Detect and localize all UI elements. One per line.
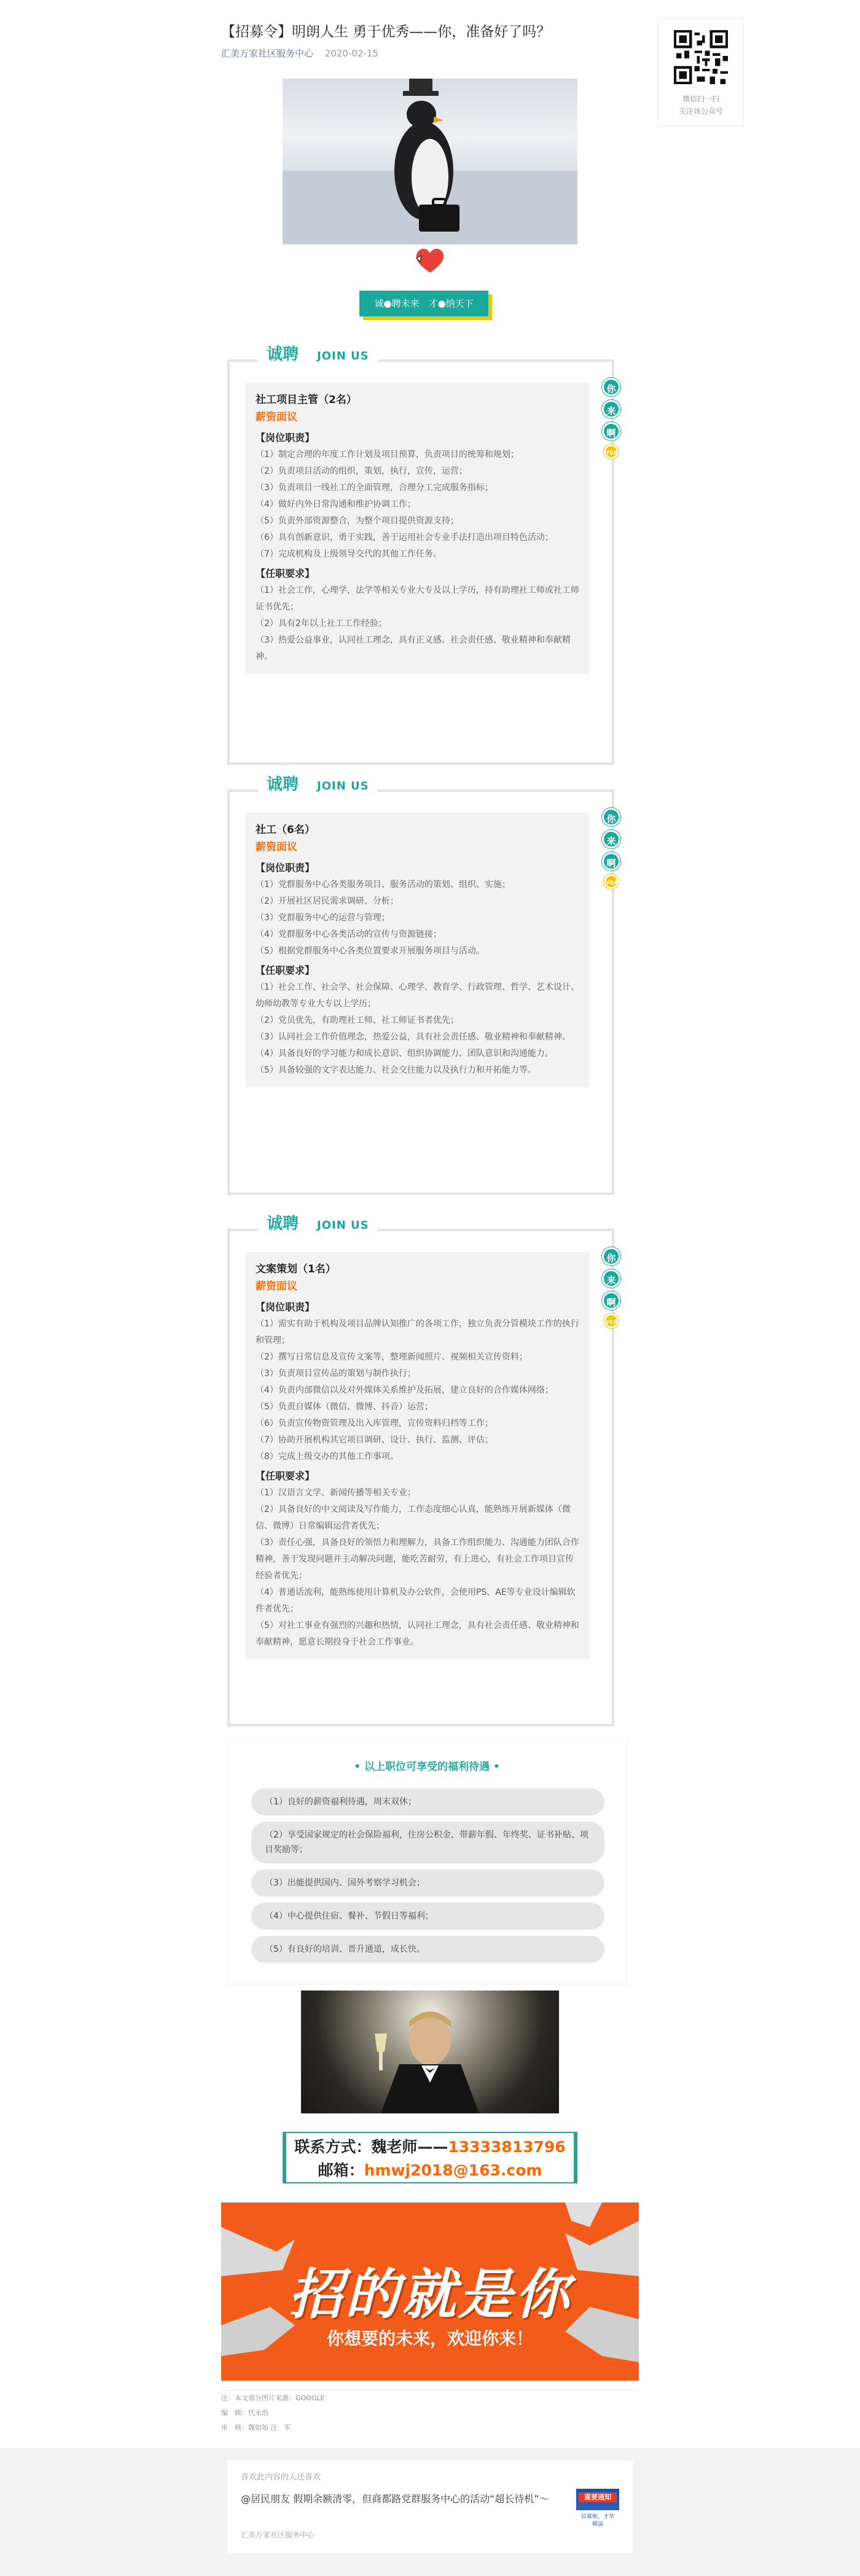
duty-item: （4）党群服务中心各类活动的宣传与资源链接；: [256, 930, 442, 939]
thumb-subtitle: 招募啦，才华横溢: [580, 2514, 614, 2527]
dot-yea: YEA: [604, 444, 619, 459]
duty-item: （7）协助开展机构其它项目调研、设计、执行、监测、评估；: [256, 1435, 493, 1445]
penguin-photo: [283, 79, 577, 245]
account-link[interactable]: 汇美万家社区服务中心: [221, 48, 314, 59]
requirements-title: 【任职要求】: [256, 1470, 315, 1482]
related-article-card[interactable]: [227, 2461, 633, 2553]
join-heading: [258, 341, 378, 368]
requirements-title: 【任职要求】: [256, 965, 315, 976]
job-card-3: [221, 1210, 639, 1726]
contact-email[interactable]: hmwj2018@163.com: [364, 2161, 542, 2179]
duty-item: （1）制定合理的年度工作计划及项目预算，负责项目的统筹和规划；: [256, 450, 519, 460]
join-heading-cn: 诚聘: [267, 345, 299, 364]
poster-headline: 招的就是你: [288, 2263, 571, 2326]
job-salary: 薪资面议: [256, 841, 297, 853]
related-account: 汇美万家社区服务中心: [241, 2531, 315, 2539]
requirement-item: （5）对社工事业有强烈的兴趣和热情，认同社工理念，具有社会责任感、敬业精神和奉献精神，愿意长期投身于社会工作事业。: [256, 1621, 579, 1647]
requirement-item: （3）认同社会工作价值理念，热爱公益，具有社会责任感、敬业精神和奉献精神。: [256, 1032, 571, 1042]
duty-item: （1）需实有助于机构及项目品牌认知推广的各项工作，独立负责分管模块工作的执行和管理；: [256, 1319, 579, 1345]
contact-label: 联系方式：魏老师——: [294, 2138, 448, 2156]
duty-item: （3）党群服务中心的运营与管理；: [256, 913, 390, 923]
benefits-section: [227, 1739, 627, 1984]
duty-item: （4）负责内部微信以及对外媒体关系维护及拓展，建立良好的合作媒体网络；: [256, 1385, 553, 1395]
article-meta: [221, 47, 378, 60]
side-dots: [602, 808, 627, 893]
qr-caption: [658, 93, 744, 117]
dot-a: 啊: [602, 422, 620, 440]
contact-line-1: [286, 2136, 574, 2159]
article-title: 【招募令】明朗人生 勇于优秀——你，准备好了吗？: [221, 24, 551, 40]
duty-item: （6）具有创新意识，勇于实践，善于运用社会专业手法打造出项目特色活动；: [256, 533, 553, 542]
duty-item: （5）负责外部资源整合，为整个项目提供资源支持；: [256, 516, 459, 526]
benefits-title: • 以上职位可享受的福利待遇 •: [354, 1761, 500, 1773]
benefit-item: （5）有良好的培训、晋升通道，成长快。: [251, 1936, 604, 1963]
benefits-list: [251, 1788, 604, 1969]
benefit-item: （1）良好的薪资福利待遇，周末双休；: [251, 1788, 604, 1815]
related-thumbnail[interactable]: [576, 2489, 619, 2532]
job-title: 社工（6名）: [256, 824, 315, 836]
side-dots: [602, 378, 627, 463]
qr-code-box: [657, 18, 743, 127]
duty-item: （7）完成机构及上级领导交代的其他工作任务。: [256, 549, 442, 559]
related-area: [0, 2448, 860, 2576]
dot-a: 啊: [602, 1291, 620, 1310]
requirement-item: （2）具有2年以上社工工作经验；: [256, 619, 387, 628]
side-dots: [602, 1247, 627, 1332]
duty-item: （6）负责宣传物资管理及出入库管理，宣传资料归档等工作；: [256, 1419, 493, 1428]
dot-lai: 来: [602, 400, 620, 418]
join-heading-en: JOIN US: [317, 1219, 369, 1232]
requirement-item: （2）党员优先，有助理社工师、社工师证书者优先；: [256, 1016, 459, 1025]
duties-title: 【岗位职责】: [256, 432, 315, 444]
duties-title: 【岗位职责】: [256, 862, 315, 874]
editor-note: 编 辑：代永浩: [221, 2409, 268, 2417]
email-label: 邮箱：: [318, 2161, 364, 2179]
requirement-item: （1）社会工作，心理学，法学等相关专业大专及以上学历，持有助理社工师或社工师证书优先；: [256, 585, 579, 612]
duty-item: （4）做好内外日常沟通和维护协调工作；: [256, 499, 416, 509]
join-heading-en: JOIN US: [317, 350, 369, 362]
recruit-poster: [221, 2202, 639, 2381]
job-panel: [246, 1252, 590, 1659]
duty-item: （1）党群服务中心各类服务项目、服务活动的策划、组织、实施；: [256, 880, 510, 890]
dot-yea: YEA: [604, 1313, 619, 1328]
benefit-item: （3）出能提供国内、国外考察学习机会；: [251, 1869, 604, 1897]
dot-a: 啊: [602, 852, 620, 871]
qr-caption-line-1: 微信扫一扫: [682, 95, 719, 103]
dot-ni: 你: [602, 1247, 620, 1266]
job-salary: 薪资面议: [256, 411, 297, 423]
job-panel: [246, 813, 590, 1087]
job-panel: [246, 383, 590, 674]
job-title: 文案策划（1名）: [256, 1263, 336, 1275]
duty-item: （2）负责项目活动的组织，策划，执行，宣传，运营；: [256, 466, 467, 476]
job-salary: 薪资面议: [256, 1280, 297, 1293]
duty-item: （5）根据党群服务中心各类位置要求开展服务项目与活动。: [256, 946, 485, 956]
reviewer-note: 审 核：魏如如 汪 军: [221, 2424, 291, 2432]
duty-item: （3）负责项目一线社工的全面管理，合理分工完成服务指标；: [256, 483, 493, 493]
requirement-item: （5）具备较强的文字表达能力、社会交往能力以及执行力和开拓能力等。: [256, 1065, 536, 1075]
toast-illustration: [301, 1991, 559, 2113]
publish-date: 2020-02-15: [324, 48, 378, 59]
dot-ni: 你: [602, 378, 620, 396]
requirement-item: （4）具备良好的学习能力和成长意识、组织协调能力、团队意识和沟通能力。: [256, 1049, 553, 1059]
job-title: 社工项目主管（2名）: [256, 394, 357, 406]
join-heading: [258, 771, 378, 798]
qr-code-icon: [674, 30, 728, 84]
requirement-item: （1）汉语言文学、新闻传播等相关专业；: [256, 1488, 416, 1498]
poster-subline: 你想要的未来，欢迎你来！: [326, 2328, 533, 2349]
article-notes: [221, 2390, 639, 2435]
join-heading-en: JOIN US: [317, 780, 369, 793]
slogan-banner: 诚●聘未来 才●纳天下: [359, 291, 488, 316]
duty-item: （5）负责自媒体（微信、微博、抖音）运营；: [256, 1402, 433, 1412]
job-card-1: [221, 341, 639, 765]
duty-item: （2）开展社区居民需求调研、分析；: [256, 896, 399, 906]
requirement-item: （1）社会工作、社会学、社会保障、心理学、教育学、行政管理、哲学、艺术设计、幼师幼教等专业大专以上学历；: [256, 982, 579, 1009]
benefit-item: （4）中心提供住宿、餐补、节假日等福利；: [251, 1903, 604, 1930]
heart-icon: [412, 246, 448, 275]
join-heading-cn: 诚聘: [267, 1215, 299, 1233]
contact-line-2: [286, 2159, 574, 2182]
penguin-illustration: [283, 79, 577, 245]
requirement-item: （2）具备良好的中文阅读及写作能力，工作态度细心认真，能熟练开展新媒体（微信、微博）日常编辑运营者优先；: [256, 1505, 571, 1531]
dot-ni: 你: [602, 808, 620, 826]
join-heading-cn: 诚聘: [267, 775, 299, 794]
contact-phone[interactable]: 13333813796: [448, 2138, 566, 2156]
requirements-title: 【任职要求】: [256, 568, 315, 579]
duty-item: （8）完成上级交办的其他工作事项。: [256, 1452, 399, 1462]
toast-photo: [301, 1991, 559, 2113]
dot-lai: 来: [602, 830, 620, 848]
image-source-note: 注：本文部分图片来源：GOOGLE: [221, 2394, 325, 2402]
duty-item: （3）负责项目宣传品的策划与制作执行；: [256, 1369, 416, 1379]
contact-box: [283, 2132, 577, 2183]
duties-title: 【岗位职责】: [256, 1301, 315, 1313]
join-heading: [258, 1210, 378, 1237]
requirement-item: （3）责任心强，具备良好的领悟力和理解力，具备工作组织能力、沟通能力团队合作精神，善于发现问题并主动解决问题，能吃苦耐劳，有上进心，有社会工作项目宣传经验者优先；: [256, 1538, 579, 1581]
dot-yea: YEA: [604, 874, 619, 889]
requirement-item: （4）普通话流利，能熟练使用计算机及办公软件，会使用PS、AE等专业设计编辑软件者优先；: [256, 1587, 576, 1614]
thumb-title: 重要通知: [579, 2492, 617, 2502]
qr-caption-line-2: 关注该公众号: [678, 107, 723, 115]
requirement-item: （3）热爱公益事业，认同社工理念，具有正义感、社会责任感、敬业精神和奉献精神。: [256, 635, 571, 662]
duty-item: （2）撰写日常信息及宣传文案等，整理新闻照片、视频相关宣传资料；: [256, 1352, 528, 1362]
related-header: 喜欢此内容的人还喜欢: [241, 2473, 321, 2482]
benefit-item: （2）享受国家规定的社会保险福利，住房公积金、带薪年假、年终奖、证书补贴、项目奖励等；: [251, 1822, 604, 1863]
related-title[interactable]: @居民朋友 假期余额清零，但商都路党群服务中心的活动“超长待机”～: [241, 2493, 549, 2505]
dot-lai: 来: [602, 1269, 620, 1288]
job-card-2: [221, 771, 639, 1195]
